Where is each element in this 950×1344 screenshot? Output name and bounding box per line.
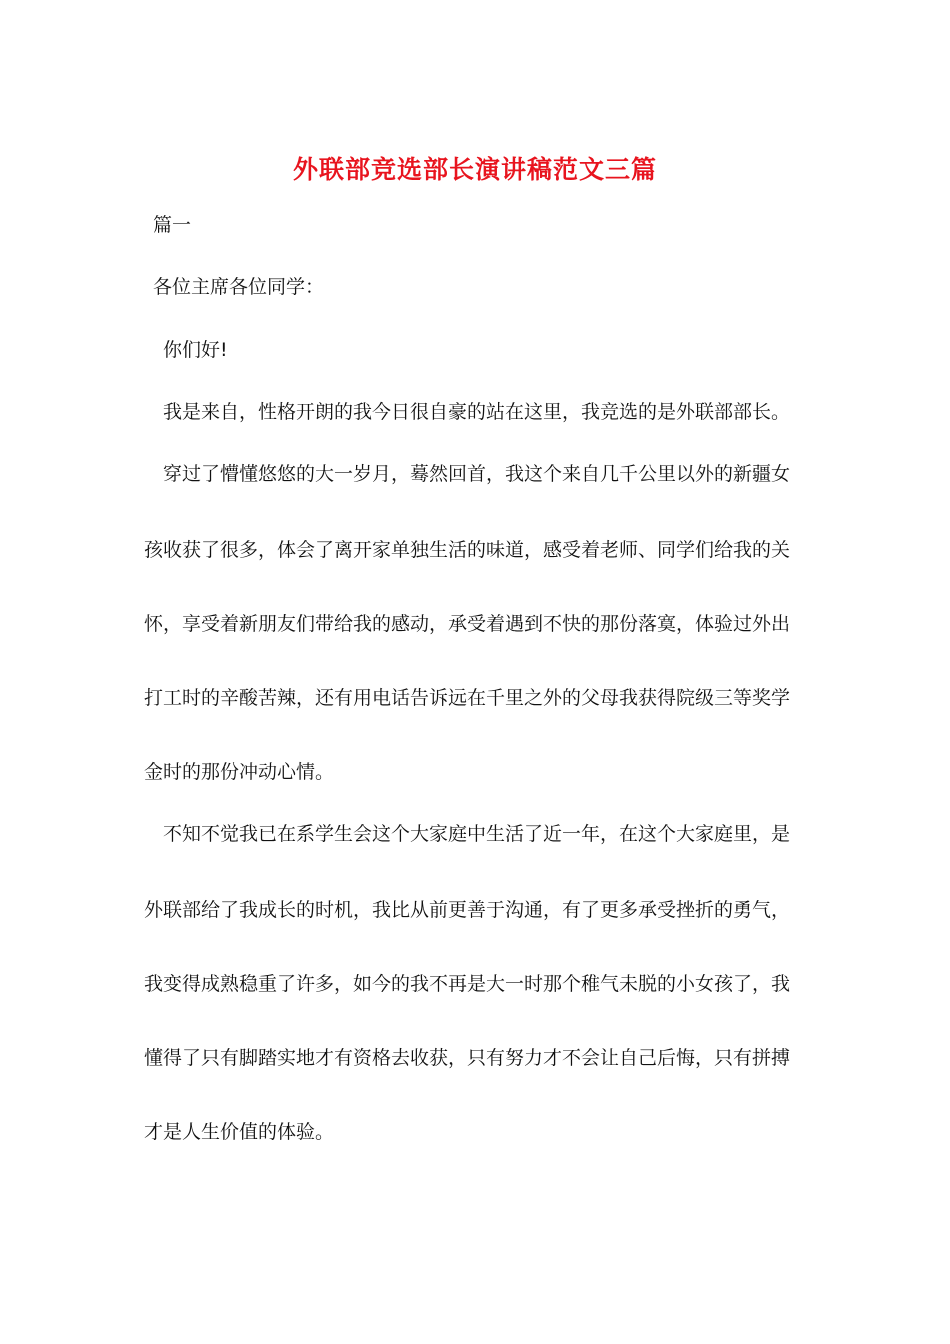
paragraph-line: 金时的那份冲动心情。 — [144, 761, 335, 783]
paragraph-line: 外联部给了我成长的时机，我比从前更善于沟通，有了更多承受挫折的勇气， — [144, 899, 791, 921]
paragraph-line: 不知不觉我已在系学生会这个大家庭中生活了近一年，在这个大家庭里，是 — [163, 823, 791, 845]
paragraph-line: 穿过了懵懂悠悠的大一岁月，蓦然回首，我这个来自几千公里以外的新疆女 — [163, 463, 791, 485]
document-title: 外联部竞选部长演讲稿范文三篇 — [292, 155, 657, 184]
paragraph-line: 懂得了只有脚踏实地才有资格去收获，只有努力才不会让自己后悔，只有拼搏 — [144, 1047, 791, 1069]
paragraph-line: 孩收获了很多，体会了离开家单独生活的味道，感受着老师、同学们给我的关 — [144, 539, 791, 561]
section-heading: 篇一 — [153, 214, 192, 236]
paragraph-line: 怀，享受着新朋友们带给我的感动，承受着遇到不快的那份落寞，体验过外出 — [144, 613, 791, 635]
paragraph-line: 我变得成熟稳重了许多，如今的我不再是大一时那个稚气未脱的小女孩了，我 — [144, 973, 791, 995]
paragraph-line: 才是人生价值的体验。 — [144, 1121, 335, 1143]
salutation: 各位主席各位同学： — [153, 276, 325, 298]
paragraph-line: 打工时的辛酸苦辣，还有用电话告诉远在千里之外的父母我获得院级三等奖学 — [144, 687, 791, 709]
greeting: 你们好! — [163, 339, 228, 361]
paragraph-line: 我是来自，性格开朗的我今日很自豪的站在这里，我竞选的是外联部部长。 — [163, 401, 791, 423]
